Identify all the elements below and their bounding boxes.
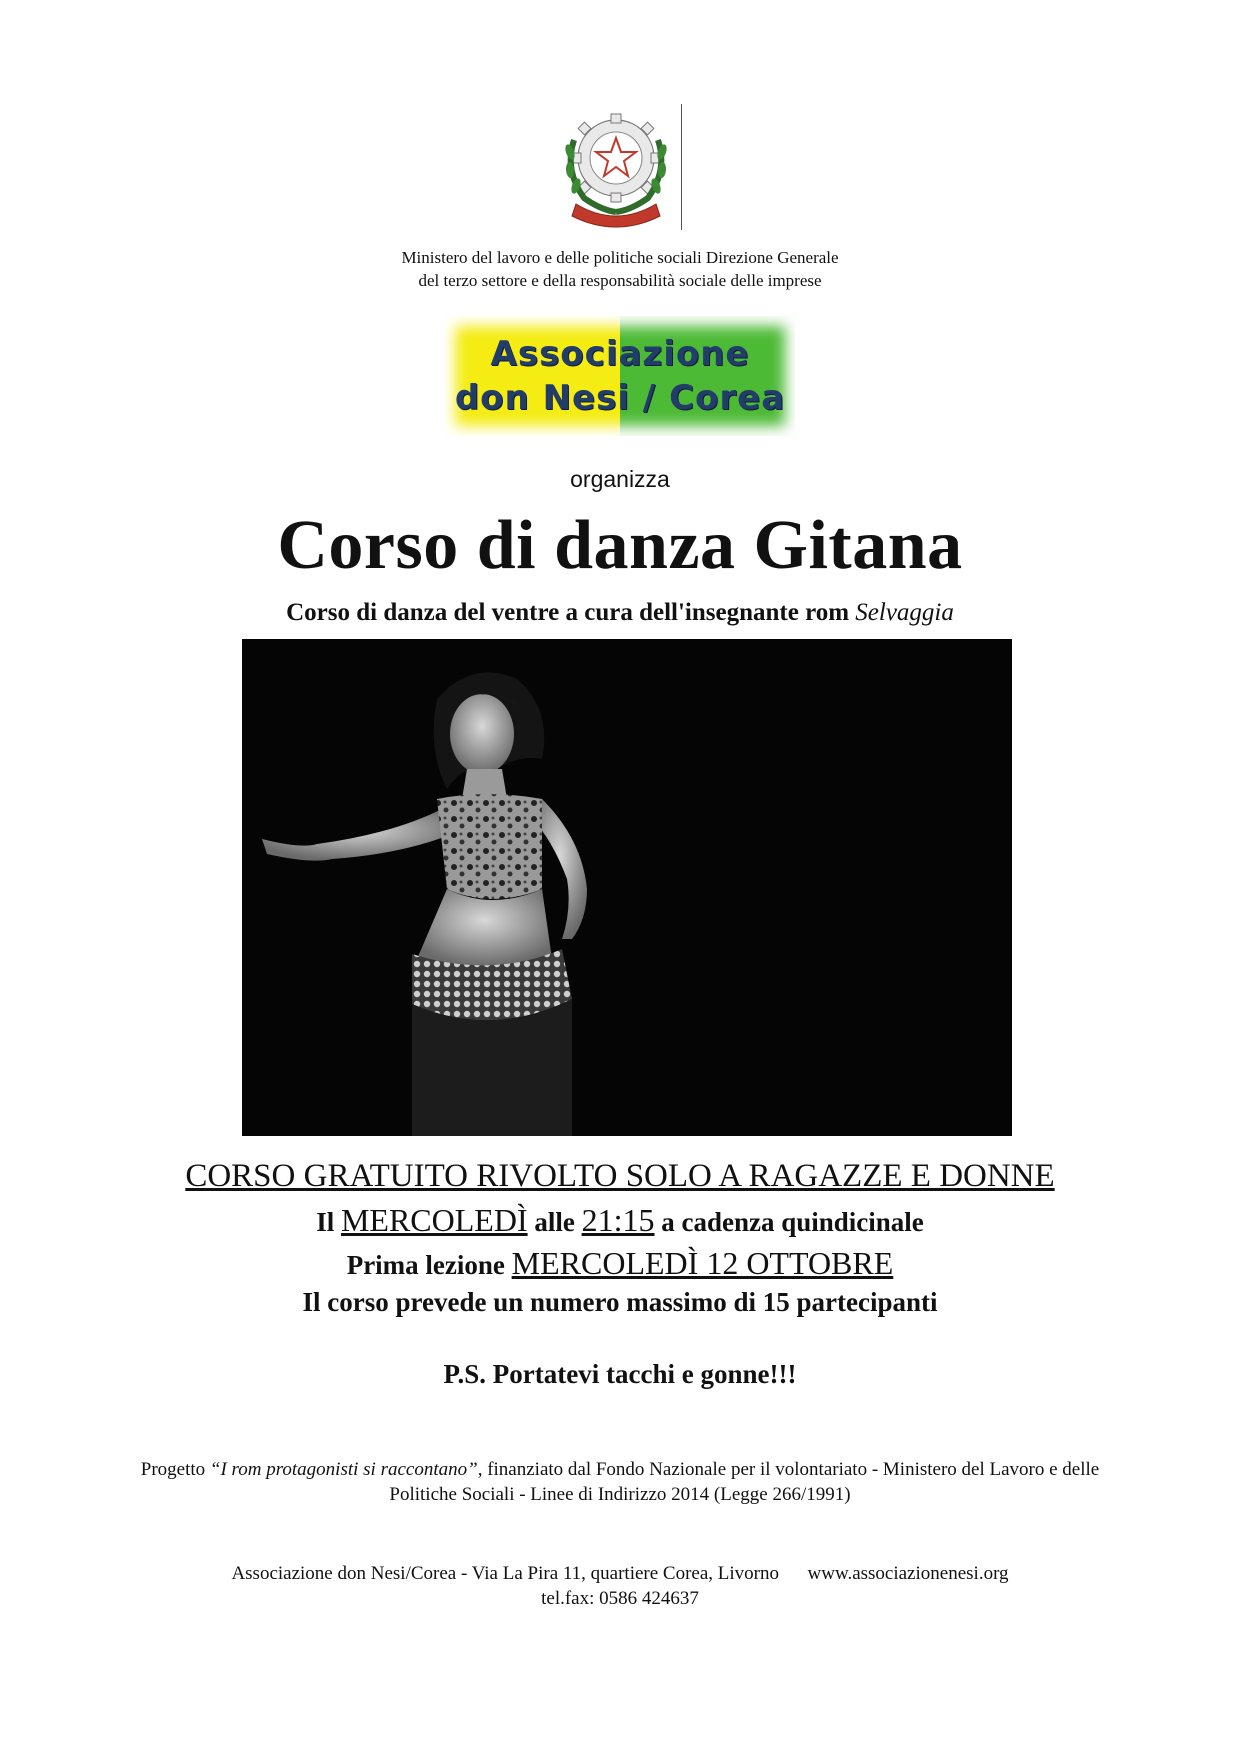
project-prefix: Progetto xyxy=(140,1459,210,1480)
schedule-prefix: Il xyxy=(316,1207,341,1237)
schedule-suffix: a cadenza quindicinale xyxy=(654,1207,924,1237)
first-lesson-date: MERCOLEDÌ 12 OTTOBRE xyxy=(511,1245,894,1281)
emblem-divider xyxy=(681,104,682,230)
page-title: Corso di danza Gitana xyxy=(277,507,963,584)
address-line xyxy=(0,1561,1240,1586)
course-headline: CORSO GRATUITO RIVOLTO SOLO A RAGAZZE E DONNE xyxy=(185,1158,1055,1194)
ministry-line-2: del terzo settore e della responsabilità sociale delle imprese xyxy=(418,271,822,290)
project-name: “I rom protagonisti si raccontano” xyxy=(209,1459,478,1480)
postscript: P.S. Portatevi tacchi e gonne!!! xyxy=(443,1359,797,1389)
schedule-mid: alle xyxy=(527,1207,582,1237)
italian-republic-emblem xyxy=(556,100,676,230)
schedule-line xyxy=(0,1202,1240,1239)
website-link[interactable]: www.associazionenesi.org xyxy=(807,1563,1009,1584)
max-participants: Il corso prevede un numero massimo di 15 partecipanti xyxy=(302,1287,938,1317)
telfax: tel.fax: 0586 424637 xyxy=(541,1588,699,1609)
teacher-name: Selvaggia xyxy=(855,599,954,626)
association-logo xyxy=(445,316,795,436)
project-line-1 xyxy=(0,1457,1240,1482)
schedule-day: MERCOLEDÌ xyxy=(340,1202,528,1238)
first-lesson-line xyxy=(0,1245,1240,1282)
project-line-2: Politiche Sociali - Linee di Indirizzo 2014 (Legge 266/1991) xyxy=(389,1484,851,1505)
logo-line-2: don Nesi / Corea xyxy=(454,378,786,418)
logo-line-1: Associazione xyxy=(490,334,750,374)
subtitle-text: Corso di danza del ventre a cura dell'insegnante rom xyxy=(286,599,856,626)
dancer-photo xyxy=(242,639,1012,1136)
project-rest: , finanziato dal Fondo Nazionale per il volontariato - Ministero del Lavoro e delle xyxy=(477,1459,1100,1480)
subtitle xyxy=(0,599,1240,627)
ministry-line-1: Ministero del lavoro e delle politiche sociali Direzione Generale xyxy=(401,248,839,267)
address: Associazione don Nesi/Corea - Via La Pira 11, quartiere Corea, Livorno xyxy=(231,1563,780,1584)
schedule-time: 21:15 xyxy=(581,1202,655,1238)
intro-text: organizza xyxy=(570,466,670,492)
first-lesson-prefix: Prima lezione xyxy=(346,1250,512,1280)
